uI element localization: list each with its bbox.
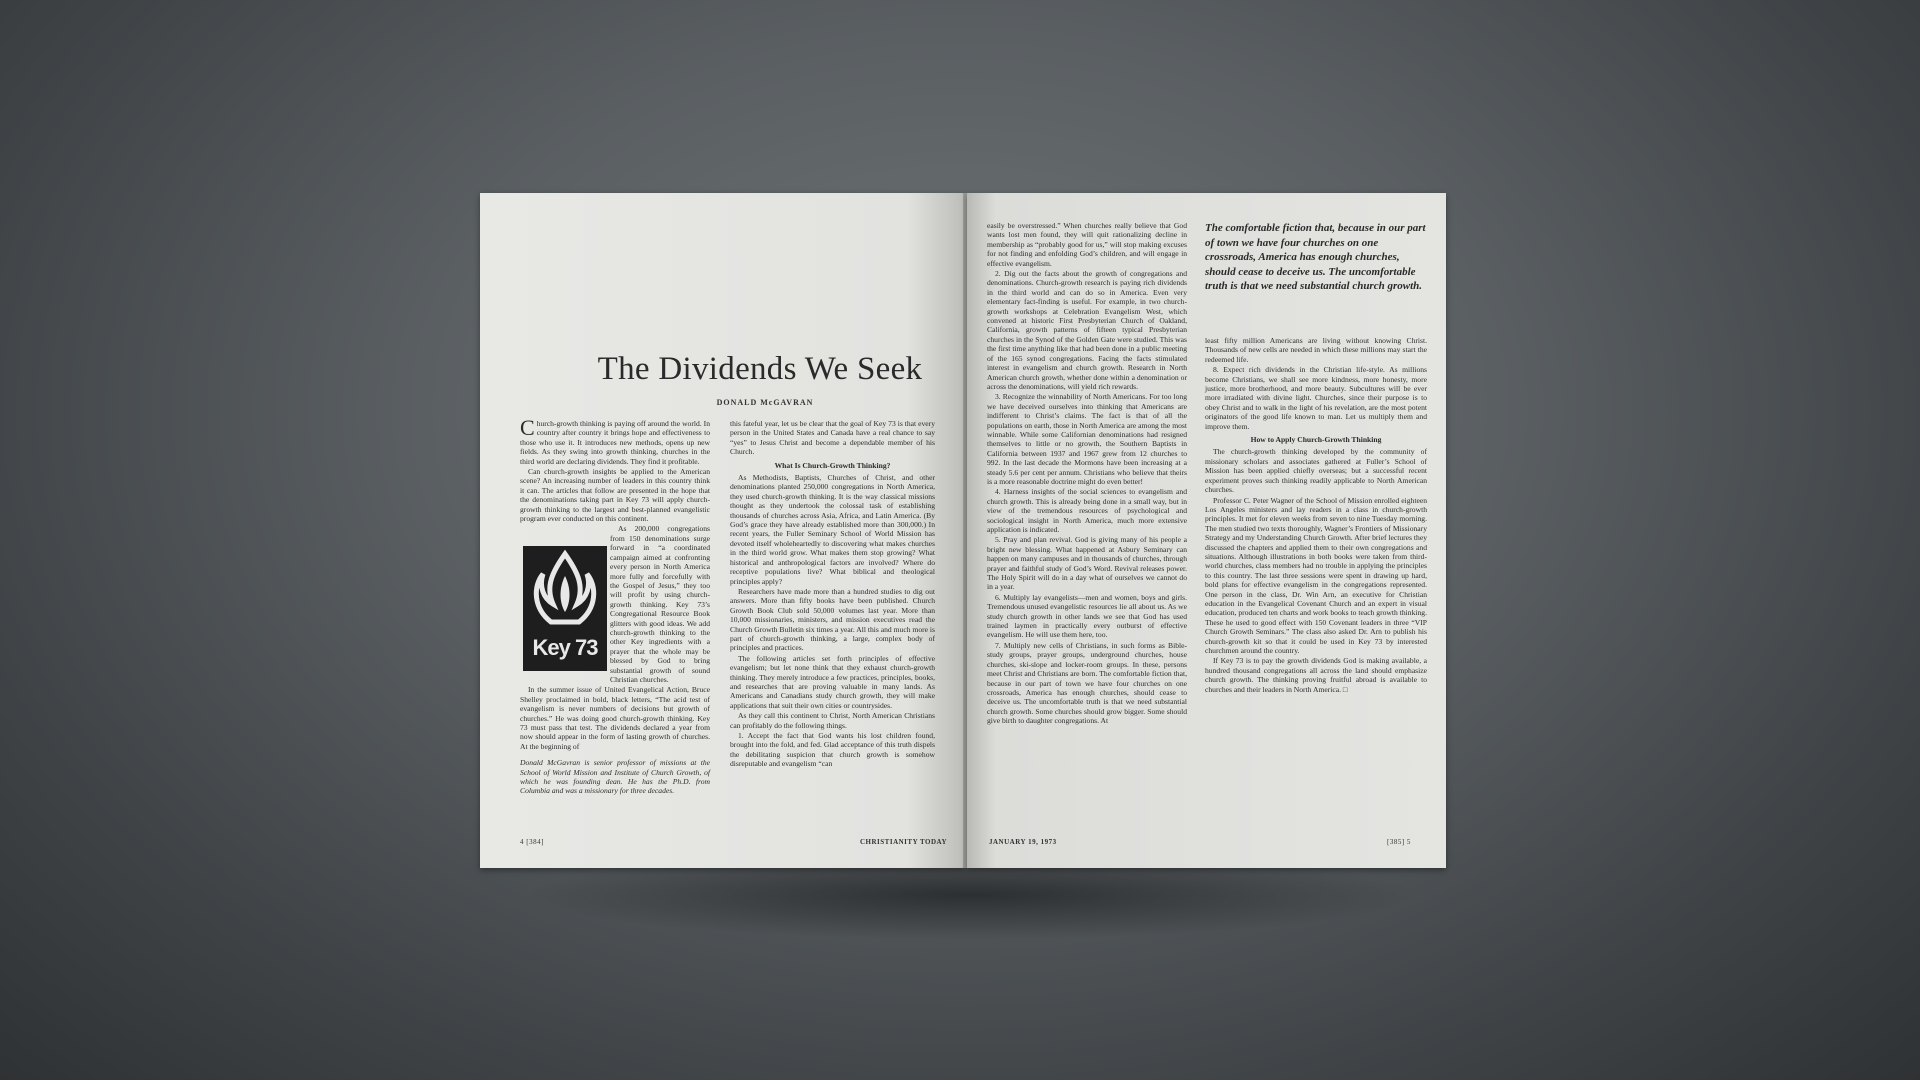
paragraph: 8. Expect rich dividends in the Christian life-style. As millions become Christians, we shall see more kindness, more honesty, more justice, more brotherhood, and more beauty. Subcultures will be ever more irradiated with divine light. Churches, since their purpose is to obey Christ and to walk in the light of his revelation, are the most potent originators of the good life known to man. Let us multiply them and improve them. <box>1205 365 1427 431</box>
paragraph: least fifty million Americans are living without knowing Christ. Thousands of new cells are needed in which these millions may start the redeemed life. <box>1205 336 1427 364</box>
author-bio: Donald McGavran is senior professor of missions at the School of World Mission and Institute of Church Growth, of which he was founding dean. He has the Ph.D. from Columbia and was a missionary for three decades. <box>520 758 710 796</box>
flame-icon <box>523 546 607 646</box>
paragraph: 5. Pray and plan revival. God is giving many of his people a bright new blessing. What happened at Asbury Seminary can happen on many campuses and in thousands of churches, through prayer and faithful study of God’s Word. Revival releases power. The Holy Spirit will do in a day what of ourselves we cannot do in a year. <box>987 535 1187 592</box>
subheading: What Is Church-Growth Thinking? <box>774 460 891 470</box>
magazine-spread <box>480 193 1446 868</box>
left-column-2 <box>730 419 935 849</box>
right-page <box>967 193 1446 868</box>
paragraph: Professor C. Peter Wagner of the School of Mission enrolled eighteen Los Angeles ministers and lay readers in a class in church-growth principles. It met for eleven weeks from seven to nine Tuesday morning. The men studied two texts thoroughly, Wagner’s Frontiers of Missionary Strategy and my Understanding Church Growth. After brief lectures they discussed the chapters and applied them to their own congregations and situations. Although illustrations in both books were taken from third-world churches, class members had no trouble in applying the principles to this country. The last three sessions were spent in drawing up hard, bold plans for effective evangelism in the congregations represented. One person in the class, Dr. Win Arn, an executive for Christian education in the Evangelical Covenant Church and an expert in visual education, produced ten charts and work books to teach growth thinking. These he used to good effect with 150 Covenant leaders in three “VIP Church Growth Seminars.” The class also asked Dr. Arn to publish his church-growth kit so that it could be used in Key 73 by interested churchmen around the country. <box>1205 495 1427 655</box>
drop-cap: C <box>520 415 535 440</box>
subheading: How to Apply Church-Growth Thinking <box>1250 435 1382 445</box>
magazine-name: CHRISTIANITY TODAY <box>860 838 947 846</box>
paragraph: Researchers have made more than a hundred studies to dig out answers. More than fifty books have been published. Church Growth Book Club sold 50,000 volumes last year. More than 10,000 missionaries, ministers, and mission executives read the Church Growth Bulletin six times a year. All this and much more is part of church-growth thinking, a large, complex body of principles and practices. <box>730 586 935 653</box>
pull-quote: The comfortable fiction that, because in our part of town we have four churches on one crossroads, America has enough churches, should cease to deceive us. The uncomfortable truth is that we need substantial church growth. <box>1205 222 1426 292</box>
paragraph: Church-growth thinking is paying off around the world. In country after country it brings hope and effectiveness to those who use it. It introduces new methods, opens up new fields. As they swing into growth thinking, churches in the third world are declaring dividends. They find it profitable. <box>520 415 710 466</box>
paragraph: As Methodists, Baptists, Churches of Christ, and other denominations planted 250,000 congregations in North America, they used church-growth thinking. It is the way classical missions thought as they undertook the colossal task of establishing thousands of churches across Asia, Africa, and Latin America. (By God’s grace they have already established more than 300,000.) In recent years, the Fuller Seminary School of World Mission has devoted itself wholeheartedly to discovering what makes churches in the third world grow. What makes them stop growing? What historical and anthropological factors are involved? Where do receptive populations live? What biblical and theological principles apply? <box>730 473 935 586</box>
right-column-1 <box>987 221 1187 833</box>
paragraph: The church-growth thinking developed by the community of missionary scholars and associates gathered at Fuller’s School of Mission has been applied chiefly overseas; but a successful recent experiment proves such thinking readily applicable to North American churches. <box>1205 447 1427 495</box>
paragraph: 6. Multiply lay evangelists—men and women, boys and girls. Tremendous unused evangelistic resources lie all about us. As we study church growth in other lands we see that God has used trained laymen in practically every outburst of effective evangelism. He will use them here, too. <box>987 592 1187 640</box>
paragraph: 2. Dig out the facts about the growth of congregations and denominations. Church-growth research is paying rich dividends in the third world and can do so in America. Even very elementary fact-finding is useful. For example, in two church-growth workshops at Celebration Evangelism West, which convened at historic First Presbyterian Church of Oakland, California, growth patterns of fifteen typical Presbyterian churches in the Synod of the Golden Gate were studied. This was the first time anything like that had been done in a public meeting of the 165 synod congregations. Facing the facts stimulated interest in evangelism and church growth. Research in North American church growth, whether done within a denomination or across the denominations, will yield rich rewards. <box>987 269 1187 391</box>
issue-date: JANUARY 19, 1973 <box>989 838 1057 846</box>
page-number-left: 4 [384] <box>520 838 544 846</box>
paragraph: As 200,000 congregations from 150 denominations surge forward in “a coordinated campaign aimed at confronting every person in North America more fully and forcefully with the Gospel of Jesus,” they too will profit by using church-growth thinking. Key 73’s Congregational Resource Book glitters with good ideas. We add church-growth thinking to the other Key ingredients with a prayer that the whole may be blessed by God to bring substantial growth of sound Christian churches. <box>610 524 710 684</box>
page-number-right: [385] 5 <box>1387 838 1411 846</box>
left-page <box>480 193 965 868</box>
paragraph: The following articles set forth principles of effective evangelism; but let none think that they exhaust church-growth thinking. They merely introduce a few practices, principles, books, and researches that are proving valuable in many lands. As Americans and Canadians study church growth, they will make applications that suit their own cities or countrysides. <box>730 653 935 710</box>
paragraph: easily be overstressed.” When churches really believe that God wants lost men found, they will quit rationalizing decline in membership as “probably good for us,” will stop making excuses for not finding and enfolding God’s children, and will engage in effective evangelism. <box>987 221 1187 268</box>
paragraph: 3. Recognize the winnability of North Americans. For too long we have deceived ourselves into thinking that Americans are indifferent to Christ’s claims. The fact is that of all the populations on earth, those in North America are among the most winnable. While some Californian denominations had resigned themselves to little or no growth, the Southern Baptists in California between 1937 and 1967 grew from 12 churches to 992. In the last decade the Mormons have been increasing at a steady 5.6 per cent per annum. Christians who believe that theirs is a more reasonable doctrine might do even better! <box>987 392 1187 486</box>
key73-logo <box>523 546 607 671</box>
paragraph: this fateful year, let us be clear that the goal of Key 73 is that every person in the United States and Canada have a real chance to say “yes” to Jesus Christ and become a dependable member of his Church. <box>730 419 935 457</box>
right-column-2 <box>1205 336 1427 836</box>
paragraph: If Key 73 is to pay the growth dividends God is making available, a hundred thousand congregations all across the land should emphasize church growth. The thinking proving fruitful abroad is available to churches and their leaders in North America. □ <box>1205 656 1427 694</box>
paragraph: 7. Multiply new cells of Christians, in such forms as Bible-study groups, prayer groups, underground churches, house churches, ski-slope and locker-room groups. In these, persons meet Christ and Christians are born. The comfortable fiction that, because in our part of town we have four churches on one crossroads, America has enough churches, should cease to deceive us. The uncomfortable truth is that we need substantial church growth. Some churches should grow bigger. Some should give birth to daughter congregations. At <box>987 640 1187 726</box>
paragraph: Can church-growth insights be applied to the American scene? An increasing number of leaders in this country think it can. The articles that follow are presented in the hope that the denominations taking part in Key 73 will apply church-growth thinking to the largest and best-planned evangelistic program ever conducted on this continent. <box>520 467 710 524</box>
paragraph: 4. Harness insights of the social sciences to evangelism and church growth. This is already being done in a small way, but in view of the tremendous resources of psychological and sociological insight in North America, much more extensive application is indicated. <box>987 487 1187 534</box>
paragraph: 1. Accept the fact that God wants his lost children found, brought into the fold, and fed. Glad acceptance of this truth dispels the debilitating suspicion that church growth is somehow disreputable and evangelism “can <box>730 731 935 769</box>
article-title: The Dividends We Seek <box>597 351 923 387</box>
paragraph: In the summer issue of United Evangelical Action, Bruce Shelley proclaimed in bold, black letters, “The acid test of evangelism is never numbers of decisions but growth of churches.” He was doing good church-growth thinking. Key 73 must pass that test. The dividends declared a year from now should appear in the form of lasting growth of churches. At the beginning of <box>520 685 710 751</box>
logo-text: Key 73 <box>532 635 598 660</box>
article-byline: DONALD McGAVRAN <box>716 398 814 407</box>
paragraph: As they call this continent to Christ, North American Christians can profitably do the following things. <box>730 711 935 730</box>
